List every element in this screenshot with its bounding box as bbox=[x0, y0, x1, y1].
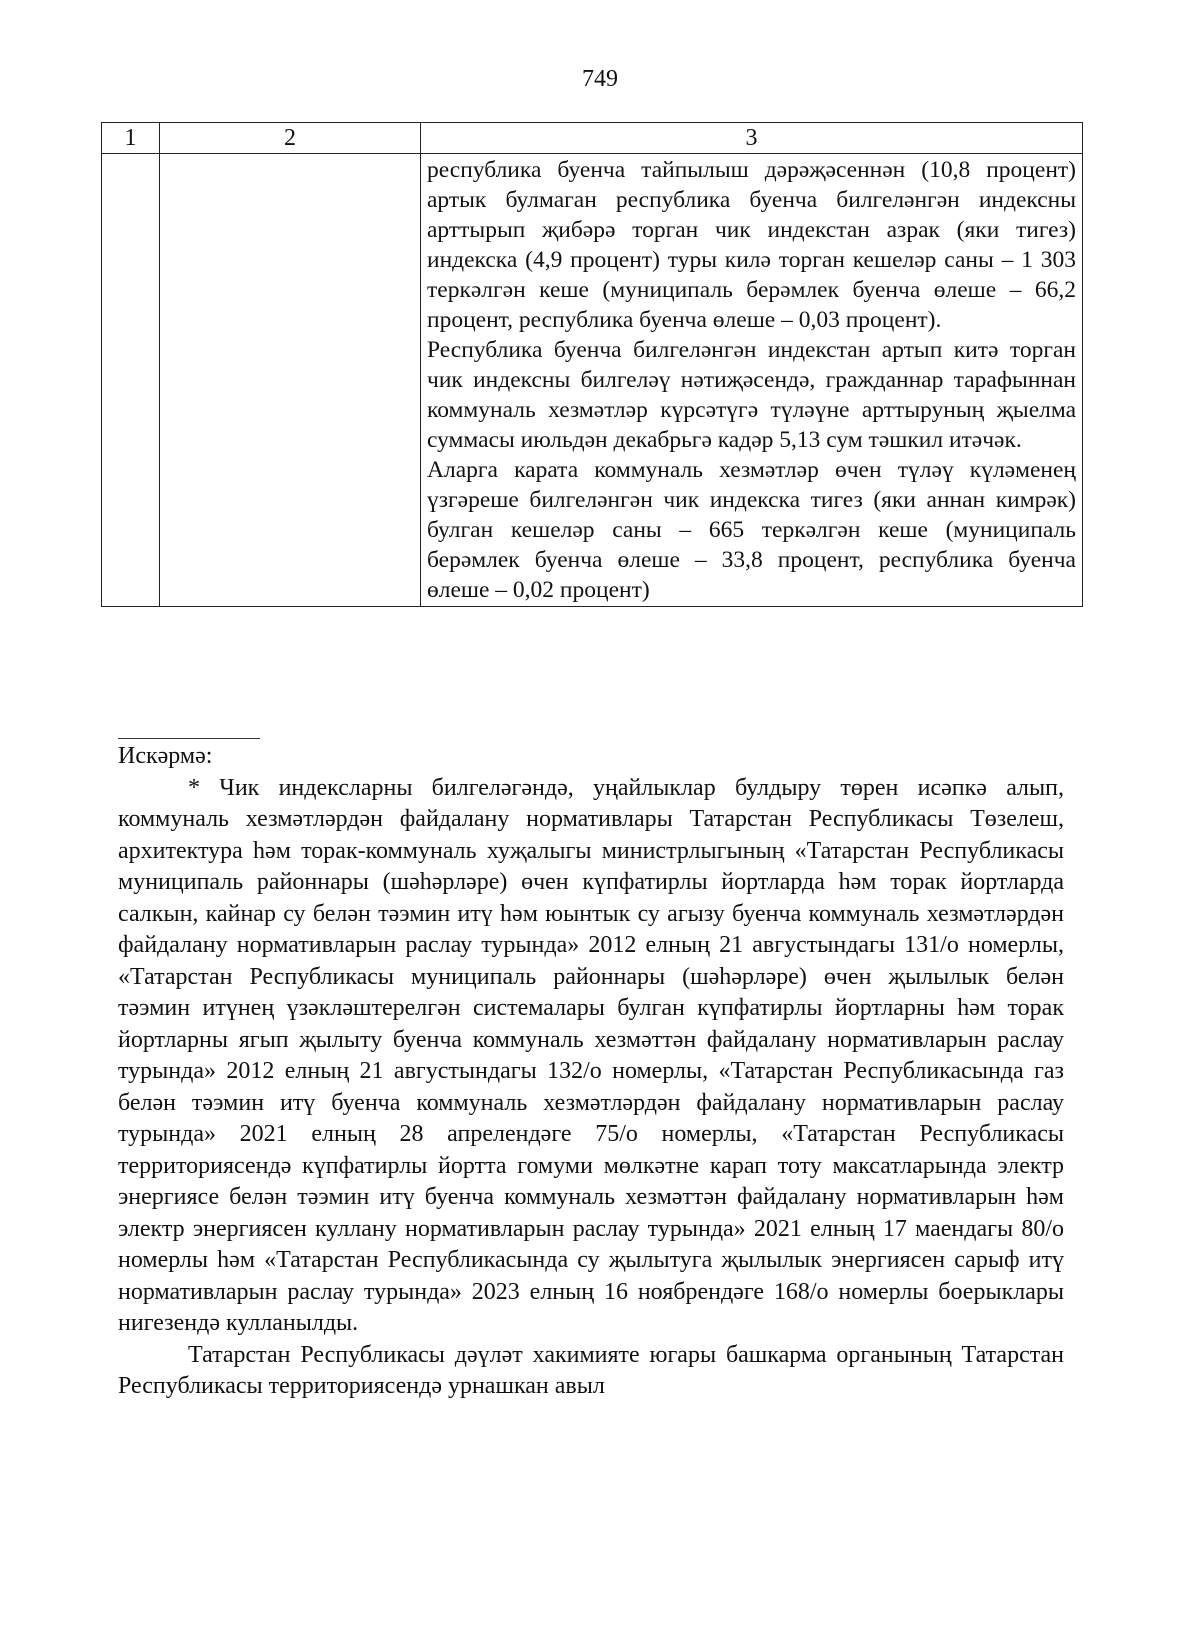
cell-paragraph: республика буенча тайпылыш дәрәҗәсеннән (10,8 процент) артык булмаган республика буенча билгеләнгән индексны арттырып җибәрә торган чик индекстан азрак (яки тигез) индекска (4,9 процент) туры килә торган кешеләр саны – 1 303 теркәлгән кеше (муниципаль берәмлек буенча өлеше – 66,2 процент, республика буенча өлеше – 0,03 процент). bbox=[427, 157, 1076, 333]
notes-section bbox=[118, 741, 1064, 1403]
table-cell-col3 bbox=[421, 154, 1083, 607]
notes-heading: Искәрмә: bbox=[118, 743, 213, 769]
cell-paragraph: Республика буенча билгеләнгән индекстан артып китә торган чик индексны билгеләү нәтиҗәсендә, гражданнар тарафыннан коммуналь хезмәтләр күрсәтүгә түләүне арттыруның җыелма суммасы июльдән декабрьгә кадәр 5,13 сум тәшкил итәчәк. bbox=[427, 337, 1076, 453]
table-row bbox=[102, 154, 1083, 607]
page-number: 749 bbox=[582, 66, 618, 92]
table-cell-col2 bbox=[160, 154, 421, 607]
column-header-2: 2 bbox=[160, 123, 421, 154]
table-header-row bbox=[102, 123, 1083, 154]
column-header-1: 1 bbox=[102, 123, 160, 154]
column-header-3: 3 bbox=[421, 123, 1083, 154]
table-cell-col1 bbox=[102, 154, 160, 607]
note-paragraph: * Чик индексларны билгеләгәндә, уңайлыклар булдыру төрен исәпкә алып, коммуналь хезмәтләрдән файдалану нормативлары Татарстан Республикасы Төзелеш, архитектура һәм торак-коммуналь хуҗалыгы министрлыгының «Татарстан Республикасы муниципаль районнары (шәһәрләре) өчен күпфатирлы йортларда һәм торак йортларда салкын, кайнар су белән тәэмин итү һәм юынтык су агызу буенча коммуналь хезмәтләрдән файдалану нормативларын раслау турында» 2012 елның 21 августындагы 131/о номерлы, «Татарстан Республикасы муниципаль районнары (шәһәрләре) өчен җылылык белән тәэмин итүнең үзәкләштерелгән системалары булган күпфатирлы йортларны һәм торак йортларны ягып җылыту буенча коммуналь хезмәттән файдалану нормативларын раслау турында» 2012 елның 21 августындагы 132/о номерлы, «Татарстан Республикасында газ белән тәэмин итү буенча коммуналь хезмәтләрдән файдалану нормативларын раслау турында» 2021 елның 28 апрелендәге 75/о номерлы, «Татарстан Республикасы территориясендә күпфатирлы йортта гомуми мөлкәтне карап тоту максатларында электр энергиясе белән тәэмин итү буенча коммуналь хезмәттән файдалану нормативларын һәм электр энергиясен куллану нормативларын раслау турында» 2021 елның 17 маендагы 80/о номерлы һәм «Татарстан Республикасында су җылытуга җылылык энергиясен сарыф итү нормативларын раслау турында» 2023 елның 16 ноябрендәге 168/о номерлы боерыклары нигезендә кулланылды. bbox=[118, 774, 1064, 1336]
footnote-divider bbox=[118, 738, 260, 739]
data-table bbox=[101, 122, 1083, 607]
note-paragraph: Татарстан Республикасы дәүләт хакимияте югары башкарма органының Татарстан Республикасы территориясендә урнашкан авыл bbox=[118, 1341, 1064, 1399]
cell-paragraph: Аларга карата коммуналь хезмәтләр өчен түләү күләменең үзгәреше билгеләнгән чик индекска тигез (яки аннан кимрәк) булган кешеләр саны – 665 теркәлгән кеше (муниципаль берәмлек буенча өлеше – 33,8 процент, республика буенча өлеше – 0,02 процент) bbox=[427, 457, 1076, 603]
